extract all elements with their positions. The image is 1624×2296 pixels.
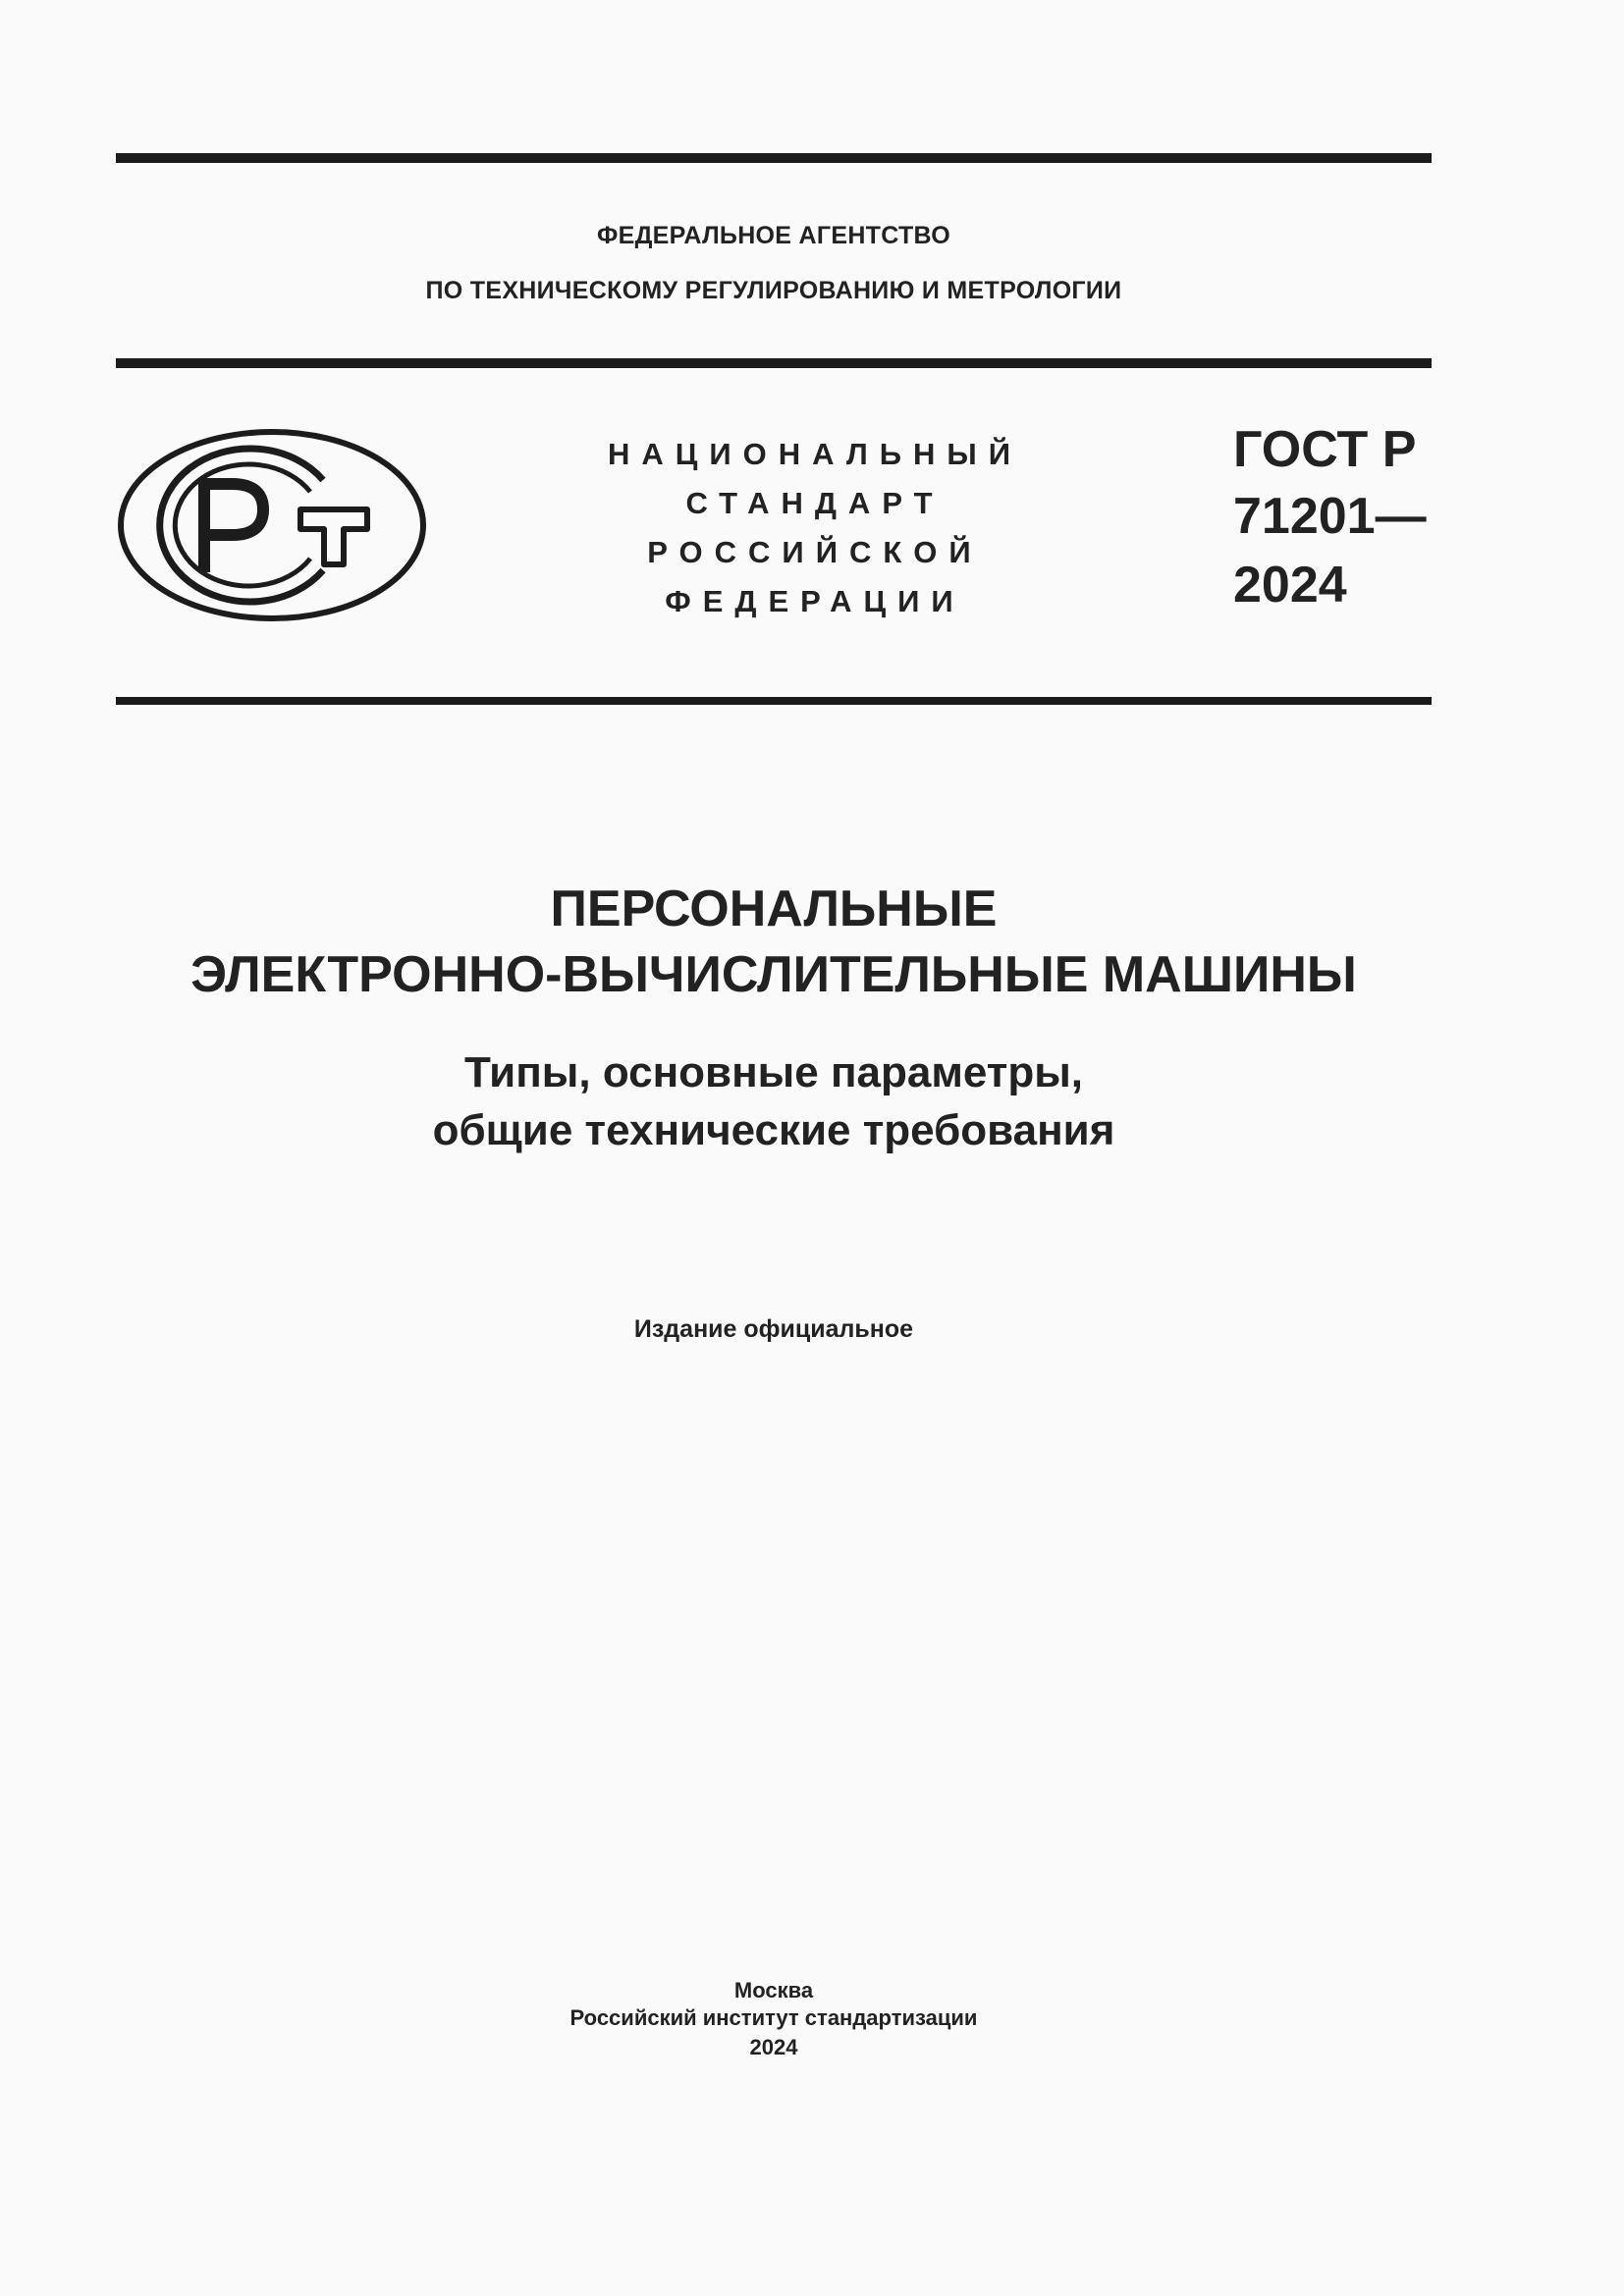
- agency-line-2: ПО ТЕХНИЧЕСКОМУ РЕГУЛИРОВАНИЮ И МЕТРОЛОГИИ: [425, 277, 1122, 304]
- gost-designation-line-2: 71201—: [1233, 488, 1427, 545]
- subtitle-line-2: общие технические требования: [432, 1106, 1115, 1154]
- footer-year: 2024: [749, 2035, 798, 2059]
- title-line-2: ЭЛЕКТРОННО-ВЫЧИСЛИТЕЛЬНЫЕ МАШИНЫ: [190, 946, 1357, 1003]
- national-standard-line-3: РОССИЙСКОЙ: [647, 535, 983, 569]
- footer-city: Москва: [733, 1978, 814, 2002]
- header-rule: [116, 358, 1432, 368]
- edition-label: Издание официальное: [633, 1315, 914, 1343]
- gost-designation-line-1: ГОСТ Р: [1233, 421, 1417, 478]
- national-standard-line-1: НАЦИОНАЛЬНЫЙ: [607, 437, 1023, 471]
- logo-section-rule: [116, 697, 1432, 705]
- rst-logo-icon: [116, 427, 428, 623]
- gost-designation-line-3: 2024: [1233, 557, 1347, 614]
- national-standard-line-4: ФЕДЕРАЦИИ: [665, 584, 965, 618]
- logo-outer-ellipse: [121, 432, 423, 618]
- title-line-1: ПЕРСОНАЛЬНЫЕ: [550, 881, 998, 937]
- top-rule: [116, 153, 1432, 163]
- logo-letter-t: [300, 509, 367, 564]
- national-standard-line-2: СТАНДАРТ: [685, 486, 945, 520]
- logo-letter-p: [204, 484, 263, 572]
- agency-line-1: ФЕДЕРАЛЬНОЕ АГЕНТСТВО: [596, 222, 951, 249]
- subtitle-line-1: Типы, основные параметры,: [463, 1048, 1084, 1096]
- footer-publisher: Российский институт стандартизации: [569, 2005, 978, 2030]
